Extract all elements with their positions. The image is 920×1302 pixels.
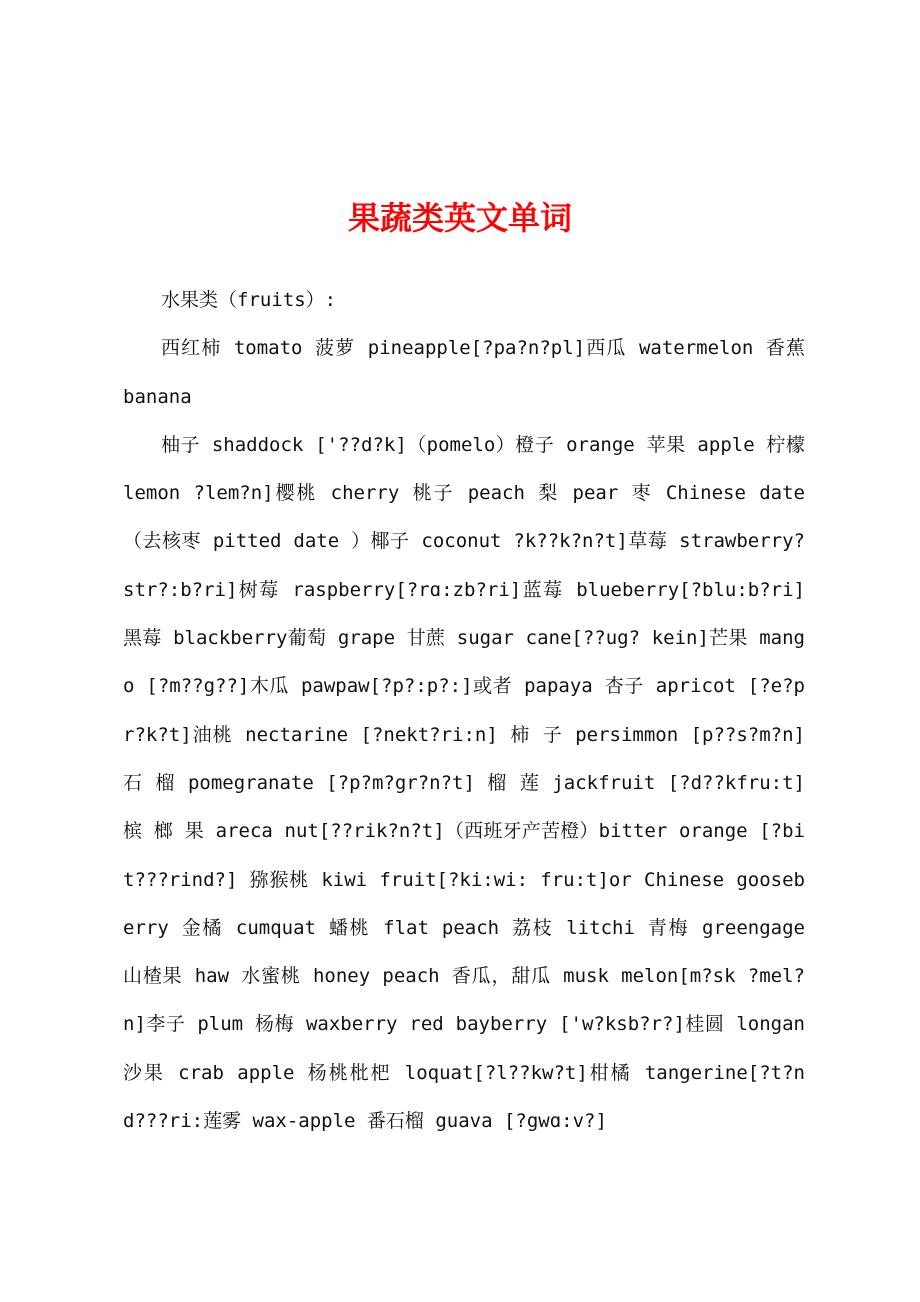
document-title: 果蔬类英文单词 [347, 199, 572, 237]
document-body [123, 276, 805, 1145]
paragraph: 西红柿 tomato 菠萝 pineapple[?pa?n?pl]西瓜 watermelon 香蕉 banana [123, 337, 805, 408]
section-heading-fruits: 水果类（fruits）: [161, 289, 337, 311]
paragraph: 柚子 shaddock ['??d?k]（pomelo）橙子 orange 苹果 apple 柠檬 lemon ?lem?n]樱桃 cherry 桃子 peach 梨 pear 枣 Chinese date （去核枣 pitted date ）椰子 coconut ?k??k?n?t]草莓 strawberry?str?:b?ri]树莓 raspberry[?rɑ:zb?ri]蓝莓 blueberry[?blu:b?ri]黑莓 blackberry葡萄 grape 甘蔗 sugar cane[??ug? kein]芒果 mango [?m??g??]木瓜 pawpaw[?p?:p?:]或者 papaya 杏子 apricot [?e?pr?k?t]油桃 nectarine [?nekt?ri:n] 柿 子 persimmon [p??s?m?n] 石 榴 pomegranate [?p?m?gr?n?t] 榴 莲 jackfruit [?d??kfru:t] 槟 榔 果 areca nut[??rik?n?t]（西班牙产苦橙）bitter orange [?bit???rind?] 猕猴桃 kiwi fruit[?ki:wi: fru:t]or Chinese gooseberry 金橘 cumquat 蟠桃 flat peach 荔枝 litchi 青梅 greengage 山楂果 haw 水蜜桃 honey peach 香瓜，甜瓜 musk melon[m?sk ?mel?n]李子 plum 杨梅 waxberry red bayberry ['w?ksb?r?]桂圆 longan 沙果 crab apple 杨桃枇杷 loquat[?l??kw?t]柑橘 tangerine[?t?nd???ri:莲雾 wax-apple 番石榴 guava [?gwɑ:v?] [123, 433, 805, 1133]
